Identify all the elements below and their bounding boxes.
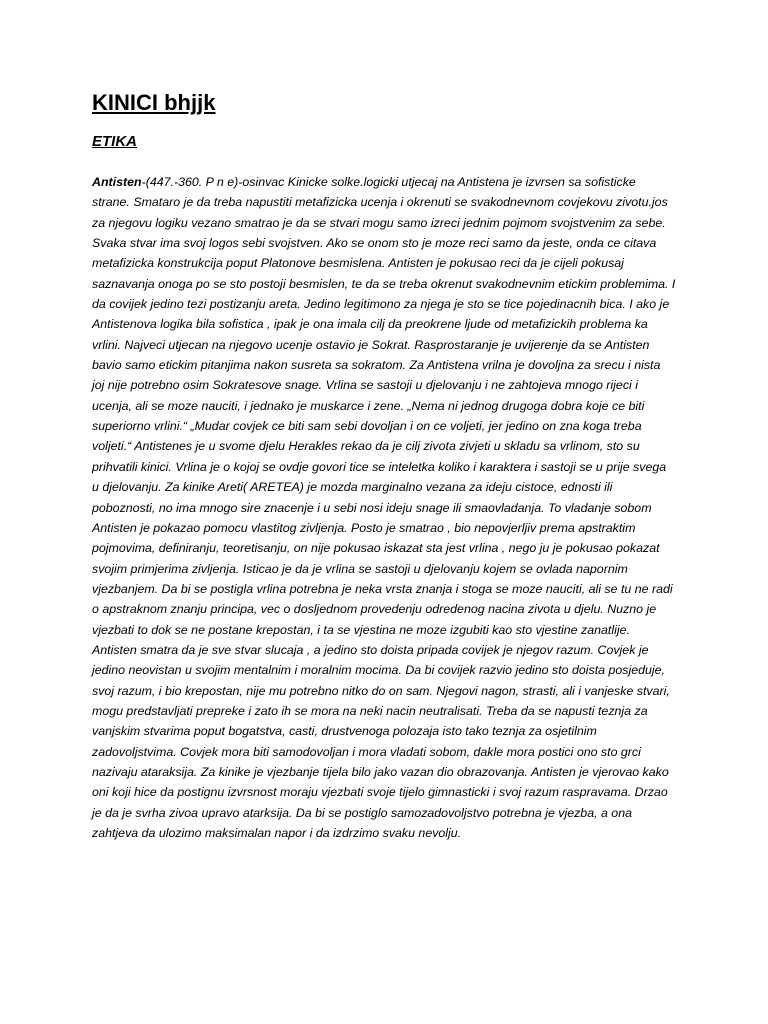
- lead-term: Antisten: [92, 175, 142, 189]
- paragraph-text: -(447.-360. P n e)-osinvac Kinicke solke.logicki utjecaj na Antistena je izvrsen sa sofisticke strane. Smataro je da treba napustiti metafizicka ucenja i okrenuti se svakodnevnom covjekovu zivotu.jos za njegovu logiku vezano smatrao je da se stvari mogu samo izreci jednim pojmom svojstvenim za sebe. Svaka stvar ima svoj logos sebi svojstven. Ako se onom sto je moze reci samo da jeste, onda ce citava metafizicka konstrukcija poput Platonove besmislena. Antisten je pokusao reci da je cijeli pokusaj saznavanja onoga po se sto postoji besmislen, te da se treba okrenut svakodnevnim etickim problemima. I da covijek jedino tezi postizanju areta. Jedino legitimono za njega je sto se tice pojedinacnih bica. I ako je Antistenova logika bila sofistica , ipak je ona imala cilj da preokrene ljude od metafizickih problema ka vrlini. Najveci utjecan na njegovo ucenje ostavio je Sokrat. Rasprostaranje je uvijerenje da se Antisten bavio samo etickim pitanjima nakon susreta sa sokratom. Za Antistena vrilna je dovoljna za srecu i nista joj nije potrebno osim Sokratesove snage. Vrlina se sastoji u djelovanju i ne zahtojeva mnogo rijeci i ucenja, ali se moze nauciti, i jednako je muskarce i zene. „Nema ni jednog drugoga dobra koje ce biti superiorno vrlini.“ „Mudar covjek ce biti sam sebi dovoljan i on ce voljeti, jer jedino on zna koga treba voljeti.“ Antistenes je u svome djelu Herakles rekao da je cilj zivota zivjeti u skladu sa vrlinom, sto su prihvatili kinici. Vrlina je o kojoj se ovdje govori tice se inteletka koliko i karaktera i sastoji se u prije svega u djelovanju. Za kinike Areti( ARETEA) je mozda marginalno vezana za ideju cistoce, ednosti ili poboznosti, no ima mnogo sire znacenje i u sebi nosi ideju snage ili smaovladanja. To vladanje sobom Antisten je pokazao pomocu vlastitog zivljenja. Posto je smatrao , bio nepovjerljiv prema apstraktim pojmovima, definiranju, teoretisanju, on nije pokusao iskazat sta jest vrlina , nego ju je pokusao pokazat svojim primjerima zivljenja. Isticao je da je vrlina se sastoji u djelovanju kojem se ovlada napornim vjezbanjem. Da bi se postigla vrlina potrebna je neka vrsta znanja i stoga se moze nauciti, ali se tu ne radi o apstraknom znanju principa, vec o dosljednom provedenju odredenog nacina zivota u djelu. Nuzno je vjezbati to dok se ne postane krepostan, i ta se vjestina ne moze izgubiti kao sto vjestine zanatlije. Antisten smatra da je sve stvar slucaja , a jedino sto doista pripada covijek je njegov razum. Covjek je jedino neovistan u svojim mentalnim i moralnim mocima. Da bi covijek razvio jedino sto doista posjeduje, svoj razum, i bio krepostan, nije mu potrebno nitko do on sam. Njegovi nagon, strasti, ali i vanjeske stvari, mogu predstavljati prepreke i zato ih se mora na neki nacin neutralisati. Treba da se napusti teznja za vanjskim stvarima poput bogatstva, casti, drustvenoga polozaja isto tako teznja za osjetilnim zadovoljstvima. Covjek mora biti samodovoljan i mora vladati sobom, dakle mora postici ono sto grci nazivaju ataraksija. Za kinike je vjezbanje tijela bilo jako vazan dio obrazovanja. Antisten je vjerovao kako oni koji hice da postignu izvrsnost moraju vjezbati svoje tijelo gimnasticki i svoj razum raspravama. Drzao je da je svrha zivoa upravo atarksija. Da bi se postiglo samozadovoljstvo potrebna je vjezba, a ona zahtjeva da ulozimo maksimalan napor i da izdrzimo svaku nevolju.: [92, 175, 676, 840]
- body-paragraph: [92, 172, 676, 843]
- section-heading: ETIKA: [92, 133, 137, 150]
- document-title: KINICI bhjjk: [92, 90, 216, 115]
